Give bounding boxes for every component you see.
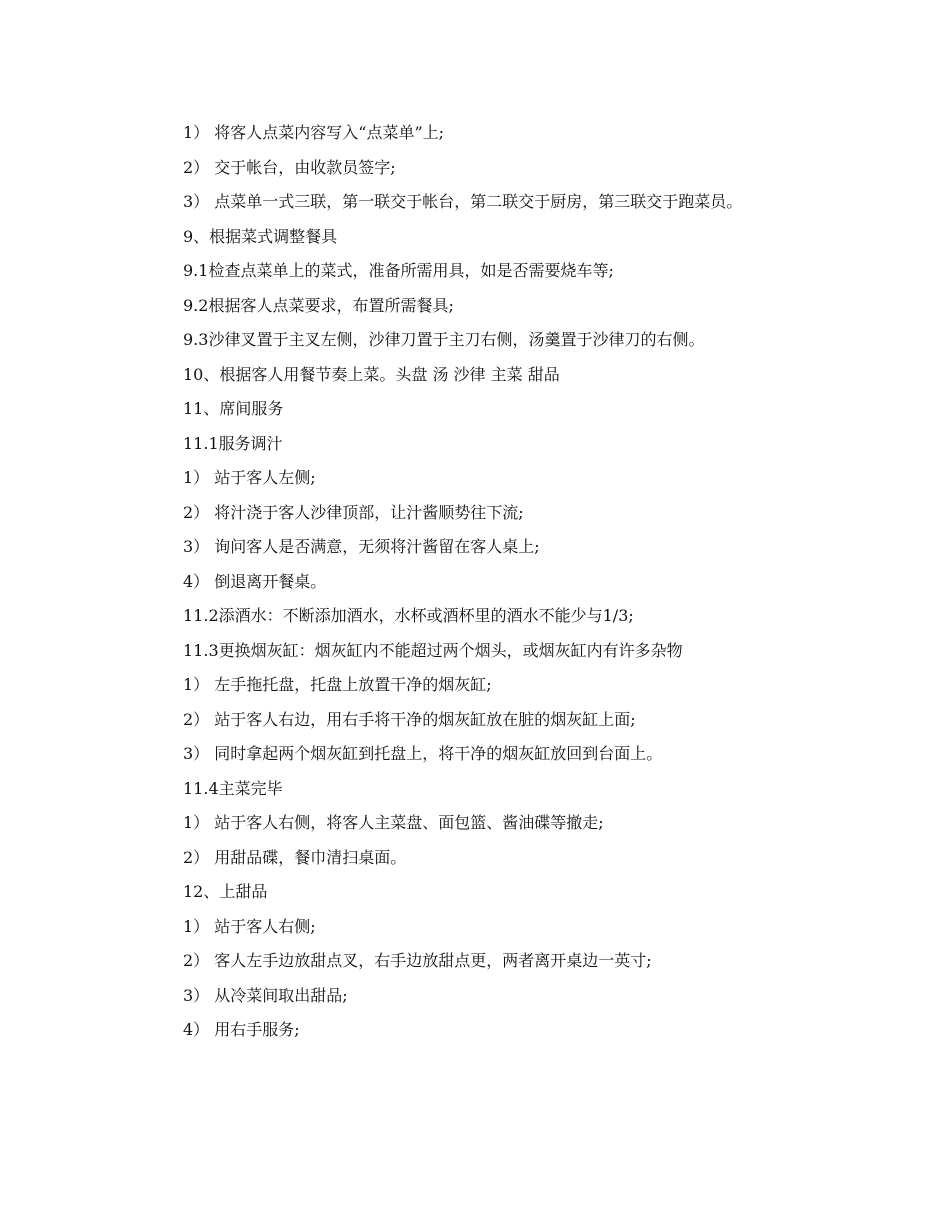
text-line: 3） 从冷菜间取出甜品; — [183, 985, 348, 1005]
text-line: 2） 将汁浇于客人沙律顶部，让汁酱顺势往下流; — [183, 502, 524, 522]
text-line: 9.2根据客人点菜要求，布置所需餐具; — [183, 295, 454, 315]
text-line: 3） 点菜单一式三联，第一联交于帐台，第二联交于厨房，第三联交于跑菜员。 — [183, 192, 743, 211]
subsection-heading: 11.4主菜完毕 — [183, 778, 283, 798]
text-line: 2） 站于客人右边，用右手将干净的烟灰缸放在脏的烟灰缸上面; — [183, 709, 636, 729]
subsection-heading: 11.2添酒水：不断添加酒水，水杯或酒杯里的酒水不能少与1/3; — [183, 606, 634, 625]
text-line: 1） 站于客人右侧; — [183, 916, 316, 936]
text-line: 3） 询问客人是否满意，无须将汁酱留在客人桌上; — [183, 537, 540, 556]
section-heading: 11、席间服务 — [183, 399, 284, 418]
text-line: 1） 左手拖托盘，托盘上放置干净的烟灰缸; — [183, 675, 492, 694]
subsection-heading: 11.3更换烟灰缸：烟灰缸内不能超过两个烟头，或烟灰缸内有许多杂物 — [183, 640, 683, 660]
text-line: 4） 倒退离开餐桌。 — [183, 571, 327, 591]
document-body — [146, 116, 806, 1048]
text-line: 2） 客人左手边放甜点叉，右手边放甜点更，两者离开桌边一英寸; — [183, 951, 652, 970]
section-heading: 9、根据菜式调整餐具 — [183, 226, 338, 246]
text-line: 3） 同时拿起两个烟灰缸到托盘上，将干净的烟灰缸放回到台面上。 — [183, 744, 663, 763]
text-line: 1） 站于客人右侧，将客人主菜盘、面包篮、酱油碟等撤走; — [183, 813, 604, 832]
section-heading: 12、上甜品 — [183, 882, 268, 901]
text-line: 2） 用甜品碟，餐巾清扫桌面。 — [183, 847, 407, 867]
text-line: 9.3沙律叉置于主叉左侧，沙律刀置于主刀右侧，汤羹置于沙律刀的右侧。 — [183, 330, 705, 349]
text-line: 9.1检查点菜单上的菜式，准备所需用具，如是否需要烧车等; — [183, 261, 614, 280]
text-line: 4） 用右手服务; — [183, 1020, 300, 1039]
text-line: 1） 将客人点菜内容写入“点菜单”上; — [183, 123, 445, 142]
text-line: 1） 站于客人左侧; — [183, 468, 316, 487]
text-line: 2） 交于帐台，由收款员签字; — [183, 157, 396, 177]
subsection-heading: 11.1服务调汁 — [183, 433, 283, 453]
section-heading: 10、根据客人用餐节奏上菜。头盘 汤 沙律 主菜 甜品 — [183, 364, 560, 384]
